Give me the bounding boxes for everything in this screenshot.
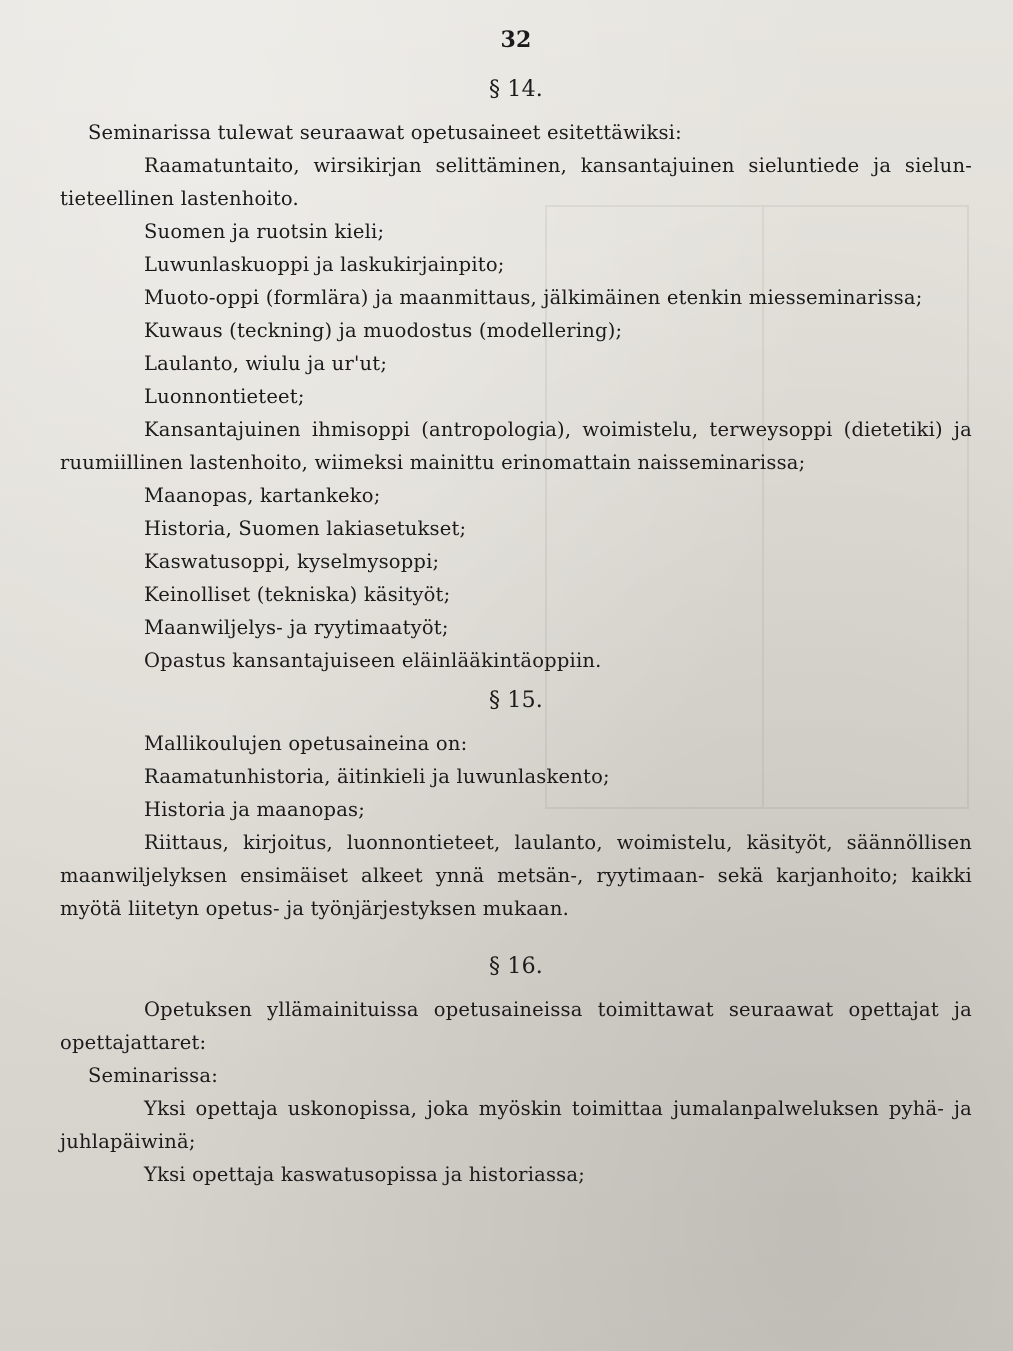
list-item: Kaswatusoppi, kyselmysoppi;	[144, 550, 440, 573]
section-heading: § 15.	[489, 688, 543, 713]
spacer	[60, 925, 972, 943]
section-heading: § 14.	[489, 77, 543, 102]
list-item: Keinolliset (tekniska) käsityöt;	[144, 583, 451, 606]
list-item: Raamatunhistoria, äitinkieli ja luwunlaskento;	[144, 765, 610, 788]
subheading: Seminarissa:	[88, 1064, 218, 1087]
list-item: Muoto-oppi (formlära) ja maanmittaus, jälkimäinen etenkin miesseminarissa;	[144, 286, 923, 309]
page-text	[60, 18, 972, 1191]
list-item: Riittaus, kirjoitus, luonnontieteet, laulanto, woimistelu, käsityöt, säännöllisen maanwiljelyksen ensimäiset alkeet ynnä metsän-, ryytimaan- sekä karjanhoito; kaikki myötä liitetyn opetus- ja työnjärjestyksen mukaan.	[60, 831, 972, 920]
list-item: Yksi opettaja uskonopissa, joka myöskin toimittaa jumalanpalweluksen pyhä- ja juhlapäiwinä;	[60, 1097, 972, 1153]
list-item: Kansantajuinen ihmisoppi (antropologia), woimistelu, terweysoppi (dietetiki) ja ruumiillinen lastenhoito, wiimeksi mainittu erinomattain naisseminarissa;	[60, 418, 972, 474]
list-item: Historia ja maanopas;	[144, 798, 366, 821]
list-item: Yksi opettaja kaswatusopissa ja historiassa;	[144, 1163, 585, 1186]
list-item: Suomen ja ruotsin kieli;	[144, 220, 385, 243]
list-item: Maanwiljelys- ja ryytimaatyöt;	[144, 616, 449, 639]
list-item: Raamatuntaito, wirsikirjan selittäminen, kansantajuinen sieluntiede ja sielun-tieteellinen lastenhoito.	[60, 154, 972, 210]
list-item: Laulanto, wiulu ja ur'ut;	[144, 352, 388, 375]
section-intro: Opetuksen yllämainituissa opetusaineissa toimittawat seuraawat opettajat ja opettajattaret:	[60, 998, 972, 1054]
list-item: Opastus kansantajuiseen eläinlääkintäoppiin.	[144, 649, 602, 672]
section-intro: Mallikoulujen opetusaineina on:	[144, 732, 468, 755]
list-item: Kuwaus (teckning) ja muodostus (modellering);	[144, 319, 623, 342]
list-item: Historia, Suomen lakiasetukset;	[144, 517, 467, 540]
section-heading: § 16.	[489, 954, 543, 979]
list-item: Luonnontieteet;	[144, 385, 305, 408]
section-intro: Seminarissa tulewat seuraawat opetusaineet esitettäwiksi:	[88, 121, 682, 144]
list-item: Luwunlaskuoppi ja laskukirjainpito;	[144, 253, 505, 276]
list-item: Maanopas, kartankeko;	[144, 484, 381, 507]
page-number: 32	[500, 27, 532, 53]
